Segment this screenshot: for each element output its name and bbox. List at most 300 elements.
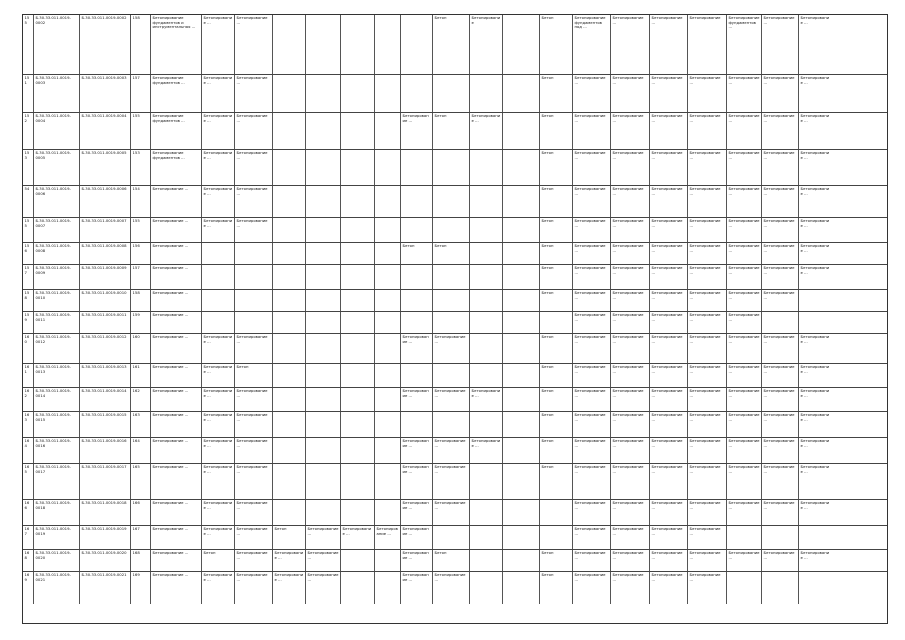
table-cell: Бетонирование ... xyxy=(688,265,727,289)
table-cell: Бетонирование ... xyxy=(727,334,762,363)
table-cell: Бетонирование ... xyxy=(235,150,273,185)
table-cell xyxy=(306,150,341,185)
table-cell: Бетонирование ... xyxy=(235,334,273,363)
table-cell: Бетонирование ... xyxy=(727,364,762,387)
table-row xyxy=(23,312,887,334)
table-cell xyxy=(273,438,306,463)
table-cell xyxy=(273,290,306,311)
table-cell xyxy=(540,312,573,333)
table-cell: Б.30.33.011.0019-0003 xyxy=(80,75,131,112)
table-cell: Бетонирование ... xyxy=(688,412,727,437)
table-cell xyxy=(470,364,503,387)
table-cell: Бетонирование ... xyxy=(727,113,762,149)
table-cell: Бетонирование ... xyxy=(762,150,799,185)
table-cell: Бетон xyxy=(540,412,573,437)
table-row xyxy=(23,218,887,243)
table-cell: Бетонирование ... xyxy=(202,364,235,387)
table-cell xyxy=(433,412,470,437)
table-cell xyxy=(470,186,503,217)
table-cell: Бетонирование ... xyxy=(762,290,799,311)
table-cell: Бетонирование ... xyxy=(650,334,688,363)
table-row xyxy=(23,364,887,388)
table-cell xyxy=(401,364,433,387)
table-cell: Б.30.33.011.0019-0003 xyxy=(34,75,80,112)
table-cell: 162 xyxy=(131,388,151,411)
document-table xyxy=(22,14,888,624)
table-cell: Бетон xyxy=(540,290,573,311)
table-cell: Бетонирование ... xyxy=(202,150,235,185)
table-cell: Бетонирование фундаментов и инструментальная ... xyxy=(151,15,202,74)
table-cell xyxy=(306,218,341,242)
table-cell: Б.30.33.011.0019-0015 xyxy=(34,412,80,437)
table-cell xyxy=(375,364,401,387)
table-row xyxy=(23,550,887,572)
table-cell xyxy=(375,464,401,499)
table-cell: Бетон xyxy=(540,438,573,463)
table-cell: Бетонирование ... xyxy=(800,113,830,123)
table-cell: Бетон xyxy=(540,218,573,242)
table-cell: Б.30.33.011.0019-0005 xyxy=(80,150,131,185)
table-cell: Бетонирование ... xyxy=(688,572,727,604)
table-cell: Бетонирование ... xyxy=(202,113,235,149)
table-cell xyxy=(306,364,341,387)
table-cell: Бетонирование ... xyxy=(273,550,306,571)
table-cell: Бетонирование ... xyxy=(202,572,235,604)
table-cell xyxy=(202,265,235,289)
table-cell xyxy=(401,15,433,74)
table-cell: Бетонирование ... xyxy=(573,75,611,112)
table-cell xyxy=(503,500,540,525)
table-cell xyxy=(401,150,433,185)
table-cell: 167 xyxy=(131,526,151,549)
table-cell xyxy=(375,312,401,333)
table-cell: Бетонирование фундаментов ... xyxy=(151,113,202,149)
table-cell: Бетонирование ... xyxy=(573,364,611,387)
table-row xyxy=(23,500,887,526)
table-cell xyxy=(470,312,503,333)
table-cell xyxy=(470,500,503,525)
table-cell: Бетонирование ... xyxy=(235,113,273,149)
table-cell: Бетонирование ... xyxy=(151,572,202,604)
table-cell: 164 xyxy=(131,438,151,463)
table-cell: 164 xyxy=(23,438,34,463)
table-cell: Бетонирование ... xyxy=(151,438,202,463)
table-cell: Бетонирование ... xyxy=(800,438,830,448)
table-cell: 161 xyxy=(131,364,151,387)
table-cell: Бетонирование ... xyxy=(762,218,799,242)
table-cell: Бетонирование ... xyxy=(727,218,762,242)
table-cell xyxy=(799,312,832,333)
table-cell xyxy=(341,500,375,525)
table-cell xyxy=(470,150,503,185)
table-cell xyxy=(503,186,540,217)
table-cell: Бетонирование ... xyxy=(401,388,433,411)
table-cell: Бетонирование ... xyxy=(611,218,650,242)
table-cell xyxy=(341,150,375,185)
table-cell xyxy=(503,572,540,604)
table-cell xyxy=(503,243,540,264)
table-cell xyxy=(341,388,375,411)
table-row xyxy=(23,265,887,290)
table-cell xyxy=(375,572,401,604)
table-cell: Бетонирование ... xyxy=(401,334,433,363)
table-cell xyxy=(375,550,401,571)
table-cell: 155 xyxy=(131,113,151,149)
table-cell: Бетонирование ... xyxy=(800,550,830,560)
table-cell: Бетонирование фундаментов ... xyxy=(727,15,762,74)
table-cell xyxy=(433,265,470,289)
table-cell xyxy=(202,243,235,264)
table-cell: Бетонирование ... xyxy=(202,526,235,549)
table-cell: Бетонирование ... xyxy=(611,412,650,437)
table-cell: Бетон xyxy=(540,15,573,74)
table-cell: Бетонирование ... xyxy=(762,412,799,437)
table-cell: Бетонирование ... xyxy=(762,364,799,387)
table-cell: Бетонирование ... xyxy=(573,186,611,217)
table-cell: Бетонирование ... xyxy=(202,500,235,525)
table-cell: Бетонирование ... xyxy=(688,75,727,112)
table-cell: Бетонирование ... xyxy=(401,500,433,525)
table-cell: Бетонирование ... xyxy=(151,364,202,387)
table-cell: Б.30.33.011.0019-0020 xyxy=(34,550,80,571)
table-cell: Бетонирование ... xyxy=(202,388,235,411)
table-cell: Б.30.33.011.0019-0016 xyxy=(80,438,131,463)
table-cell: Бетонирование ... xyxy=(401,464,433,499)
table-cell: Бетонирование ... xyxy=(235,500,273,525)
table-cell: Бетонирование ... xyxy=(573,388,611,411)
table-row xyxy=(23,150,887,186)
table-cell: Бетонирование ... xyxy=(650,464,688,499)
table-cell xyxy=(306,412,341,437)
table-cell: Б.30.33.011.0019-0009 xyxy=(80,265,131,289)
table-cell: Б.30.33.011.0019-0016 xyxy=(34,438,80,463)
table-cell: Б.30.33.011.0019-0017 xyxy=(80,464,131,499)
table-cell xyxy=(470,243,503,264)
table-cell xyxy=(433,150,470,185)
table-cell: Бетонирование ... xyxy=(727,438,762,463)
table-cell xyxy=(503,218,540,242)
table-cell: Б.30.33.011.0019-0014 xyxy=(34,388,80,411)
table-cell: Бетонирование ... xyxy=(433,500,470,525)
table-cell: Бетон xyxy=(540,334,573,363)
table-cell xyxy=(375,75,401,112)
table-cell: 165 xyxy=(23,464,34,499)
table-cell: Б.30.33.011.0019-0007 xyxy=(34,218,80,242)
table-cell: Бетон xyxy=(540,150,573,185)
table-cell xyxy=(470,412,503,437)
table-cell: Бетонирование ... xyxy=(470,388,503,411)
table-cell: Бетонирование xyxy=(470,15,503,74)
table-cell: Бетонирование ... xyxy=(650,218,688,242)
table-cell: Б.30.33.011.0019-0021 xyxy=(34,572,80,604)
table-cell: 160 xyxy=(131,334,151,363)
table-cell: Б.30.33.011.0019-0020 xyxy=(80,550,131,571)
table-cell: Бетонирование ... xyxy=(573,265,611,289)
table-cell: Бетонирование ... xyxy=(433,388,470,411)
table-cell: Бетонирование ... xyxy=(202,334,235,363)
table-cell xyxy=(341,550,375,571)
table-cell xyxy=(727,526,762,549)
table-cell xyxy=(401,290,433,311)
table-cell xyxy=(375,265,401,289)
table-cell xyxy=(762,312,799,333)
table-cell xyxy=(799,526,832,549)
table-cell: Бетонирование ... xyxy=(727,412,762,437)
table-cell xyxy=(401,412,433,437)
table-cell xyxy=(470,265,503,289)
table-cell: Б.30.33.011.0019-0019 xyxy=(80,526,131,549)
table-cell xyxy=(433,186,470,217)
table-cell: Бетонирование ... xyxy=(688,290,727,311)
table-cell xyxy=(235,243,273,264)
table-cell xyxy=(341,572,375,604)
table-cell: Бетонирование ... xyxy=(573,438,611,463)
table-cell: 168 xyxy=(23,550,34,571)
table-cell: Б.30.33.011.0019-0010 xyxy=(34,290,80,311)
table-cell: Бетонирование ... xyxy=(727,265,762,289)
table-cell: Б.30.33.011.0019-0008 xyxy=(34,243,80,264)
table-cell: Б.30.33.011.0019-0004 xyxy=(34,113,80,149)
table-cell xyxy=(306,312,341,333)
table-cell: Бетонирование ... xyxy=(688,113,727,149)
table-cell: 54 xyxy=(23,186,34,217)
table-cell: 157 xyxy=(23,265,34,289)
table-row xyxy=(23,113,887,150)
table-cell: Бетонирование ... xyxy=(151,500,202,525)
table-cell xyxy=(503,290,540,311)
table-cell xyxy=(433,290,470,311)
table-cell xyxy=(799,290,832,311)
table-cell: Бетон xyxy=(433,550,470,571)
table-cell xyxy=(375,388,401,411)
table-cell: Бетонирование ... xyxy=(151,412,202,437)
table-cell: Б.30.33.011.0019-0014 xyxy=(80,388,131,411)
table-cell: Бетонирование ... xyxy=(762,438,799,463)
table-cell xyxy=(273,243,306,264)
table-cell xyxy=(341,75,375,112)
table-cell: Бетонирование ... xyxy=(650,388,688,411)
table-cell: Бетонирование ... xyxy=(611,438,650,463)
table-cell: Бетонирование ... xyxy=(727,150,762,185)
table-cell: Бетонирование ... xyxy=(650,438,688,463)
table-cell: Бетонирование ... xyxy=(688,464,727,499)
table-cell: Бетонирование ... xyxy=(762,388,799,411)
table-cell xyxy=(273,500,306,525)
table-cell: 163 xyxy=(23,412,34,437)
table-cell: 153 xyxy=(23,150,34,185)
table-row xyxy=(23,75,887,113)
table-cell: Бетонирование ... xyxy=(202,218,235,242)
table-cell: Бетонирование ... xyxy=(573,412,611,437)
table-cell xyxy=(202,312,235,333)
table-cell: 168 xyxy=(131,550,151,571)
table-cell: Бетон xyxy=(540,113,573,149)
table-cell xyxy=(273,15,306,74)
table-cell xyxy=(503,312,540,333)
table-cell xyxy=(306,290,341,311)
table-cell xyxy=(341,243,375,264)
table-cell: Бетонирование ... xyxy=(650,550,688,571)
table-cell xyxy=(401,312,433,333)
table-cell: 159 xyxy=(23,312,34,333)
table-cell: Б.30.33.011.0019-0009 xyxy=(34,265,80,289)
table-cell xyxy=(503,438,540,463)
table-cell: Бетонирование ... xyxy=(433,464,470,499)
table-row xyxy=(23,572,887,604)
table-cell xyxy=(341,312,375,333)
table-row xyxy=(23,412,887,438)
table-cell: Бетонирование ... xyxy=(306,550,341,571)
table-cell xyxy=(503,150,540,185)
table-cell xyxy=(273,113,306,149)
table-cell: Бетонирование ... xyxy=(611,113,650,149)
table-cell: Бетонирование ... xyxy=(762,113,799,149)
table-cell xyxy=(375,438,401,463)
table-cell: Бетонирование ... xyxy=(727,500,762,525)
table-cell xyxy=(273,265,306,289)
table-cell: Бетонирование ... xyxy=(727,388,762,411)
table-cell xyxy=(273,150,306,185)
table-cell: Бетонирование ... xyxy=(202,15,235,74)
table-cell: Бетонирование ... xyxy=(650,243,688,264)
table-cell xyxy=(306,75,341,112)
table-cell: Бетон xyxy=(433,15,470,74)
table-cell: Б.30.33.011.0019-0007 xyxy=(80,218,131,242)
table-cell: Бетон xyxy=(433,243,470,264)
table-cell: Б.30.33.011.0019-0021 xyxy=(80,572,131,604)
table-cell xyxy=(503,364,540,387)
table-cell: Бетонирование ... xyxy=(650,412,688,437)
table-cell xyxy=(202,290,235,311)
table-cell: Бетонирование ... xyxy=(688,550,727,571)
table-cell xyxy=(470,218,503,242)
table-row xyxy=(23,526,887,550)
table-cell: Бетонирование ... xyxy=(611,75,650,112)
table-cell: Бетонирование ... xyxy=(151,526,202,549)
table-cell xyxy=(375,113,401,149)
table-cell: Бетонирование ... xyxy=(235,388,273,411)
table-cell xyxy=(306,113,341,149)
table-cell: 152 xyxy=(23,113,34,149)
table-row xyxy=(23,15,887,75)
table-cell xyxy=(306,265,341,289)
table-cell: Бетонирование ... xyxy=(650,364,688,387)
table-row xyxy=(23,290,887,312)
table-cell: Бетонирование ... xyxy=(235,186,273,217)
table-cell xyxy=(235,290,273,311)
table-cell: Б.30.33.011.0019-0008 xyxy=(80,243,131,264)
table-cell: Бетонирование ... xyxy=(401,572,433,604)
table-cell xyxy=(540,500,573,525)
table-cell: Бетонирование ... xyxy=(151,243,202,264)
table-cell: 157 xyxy=(131,75,151,112)
table-cell: Бетонирование ... xyxy=(611,364,650,387)
table-cell xyxy=(762,526,799,549)
table-row xyxy=(23,438,887,464)
table-cell: Бетон xyxy=(401,243,433,264)
table-cell: Б.30.33.011.0019-0011 xyxy=(80,312,131,333)
table-cell: Бетонирование ... xyxy=(688,526,727,549)
table-cell: 162 xyxy=(23,388,34,411)
table-cell xyxy=(341,334,375,363)
table-cell: Бетонирование ... xyxy=(235,572,273,604)
table-cell: Бетон xyxy=(540,572,573,604)
table-cell xyxy=(540,526,573,549)
table-cell: Бетонирование xyxy=(688,15,727,74)
table-cell: Бетонирование ... xyxy=(573,312,611,333)
table-cell: Бетонирование ... xyxy=(800,364,830,374)
table-cell: Бетонирование ... xyxy=(433,438,470,463)
table-cell xyxy=(273,464,306,499)
table-cell xyxy=(306,464,341,499)
table-cell: Б.30.33.011.0019-0006 xyxy=(34,186,80,217)
table-cell: Бетонирование ... xyxy=(151,334,202,363)
table-cell: Бетонирование ... xyxy=(650,75,688,112)
table-cell: Бетонирование ... xyxy=(800,218,830,228)
table-cell: Бетон xyxy=(540,388,573,411)
table-cell xyxy=(503,412,540,437)
table-cell: Бетонирование ... xyxy=(341,526,375,549)
table-cell: Бетонирование ... xyxy=(235,550,273,571)
table-cell xyxy=(503,265,540,289)
table-cell: Бетонирование ... xyxy=(650,526,688,549)
table-cell xyxy=(470,290,503,311)
table-cell: 166 xyxy=(131,500,151,525)
table-row xyxy=(23,464,887,500)
table-cell xyxy=(727,572,762,604)
table-cell xyxy=(341,265,375,289)
table-cell: Б.30.33.011.0019-0019 xyxy=(34,526,80,549)
table-cell: Бетонирование ... xyxy=(573,526,611,549)
table-cell: Бетонирование ... xyxy=(688,150,727,185)
table-cell xyxy=(433,526,470,549)
table-cell: 156 xyxy=(131,243,151,264)
table-cell xyxy=(470,75,503,112)
table-cell: Б.30.33.011.0019-0010 xyxy=(80,290,131,311)
table-cell: Б.30.33.011.0019-0004 xyxy=(80,113,131,149)
table-cell: Бетонирование ... xyxy=(727,243,762,264)
table-cell xyxy=(375,334,401,363)
table-cell: Б.30.33.011.0019-0018 xyxy=(34,500,80,525)
table-cell: Бетонирование ... xyxy=(273,572,306,604)
table-cell: Бетонирование ... xyxy=(727,290,762,311)
table-cell: Бетонирование ... xyxy=(650,572,688,604)
table-cell xyxy=(503,75,540,112)
table-cell: Бетонирование ... xyxy=(727,75,762,112)
table-row xyxy=(23,243,887,265)
table-cell: Бетонирование ... xyxy=(611,186,650,217)
table-cell xyxy=(235,265,273,289)
table-cell: Бетонирование ... xyxy=(202,464,235,499)
table-cell xyxy=(273,388,306,411)
table-cell: Бетонирование ... xyxy=(573,218,611,242)
table-cell: Бетонирование ... xyxy=(800,15,830,25)
table-cell: 151 xyxy=(23,75,34,112)
table-cell: Бетон xyxy=(540,243,573,264)
table-cell: Бетонирование ... xyxy=(650,312,688,333)
table-cell xyxy=(470,572,503,604)
table-cell: Бетон xyxy=(540,550,573,571)
table-cell: Бетонирование ... xyxy=(688,218,727,242)
table-cell: 160 xyxy=(23,334,34,363)
table-cell: 169 xyxy=(23,572,34,604)
table-cell: Бетонирование ... xyxy=(202,75,235,112)
table-cell: Б.30.33.011.0019-0005 xyxy=(34,150,80,185)
table-cell: Бетонирование ... xyxy=(573,500,611,525)
table-cell: 156 xyxy=(23,243,34,264)
table-cell: 155 xyxy=(23,218,34,242)
table-cell: 158 xyxy=(131,15,151,74)
